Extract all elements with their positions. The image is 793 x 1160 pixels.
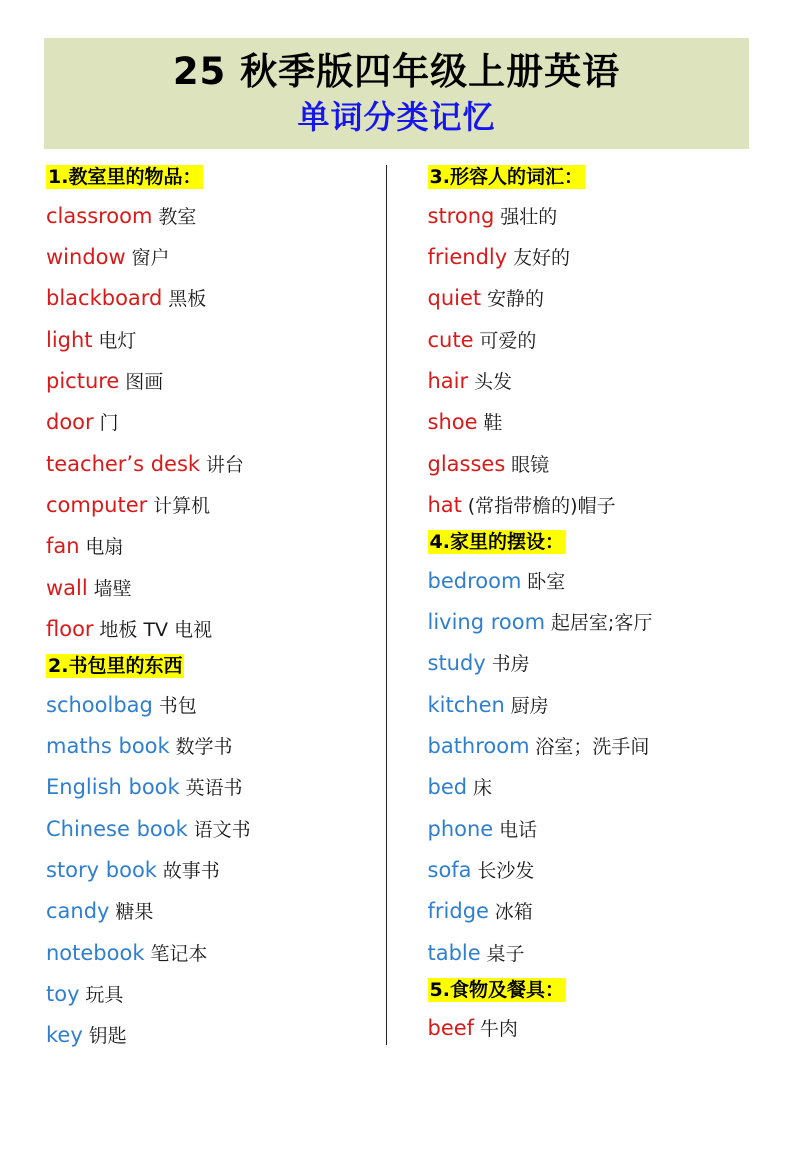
english-word: blackboard	[46, 286, 163, 311]
chinese-meaning: 语文书	[193, 818, 251, 841]
chinese-meaning: 教室	[158, 205, 197, 228]
chinese-meaning: 头发	[474, 371, 513, 394]
vocabulary-entry	[428, 685, 754, 726]
page-title-line2: 单词分类记忆	[297, 98, 496, 137]
chinese-meaning: 电话	[499, 818, 538, 841]
content-columns	[0, 161, 793, 1056]
chinese-meaning: 窗户	[131, 247, 170, 270]
vocabulary-entry	[428, 485, 754, 526]
vocabulary-entry	[46, 974, 382, 1015]
chinese-meaning: 牛肉	[479, 1018, 518, 1041]
chinese-meaning: 安静的	[486, 288, 544, 311]
vocabulary-entry	[428, 933, 754, 974]
english-word: friendly	[427, 245, 508, 270]
category-heading	[428, 528, 754, 557]
english-word: bedroom	[427, 568, 522, 593]
english-word: classroom	[46, 203, 153, 228]
vocabulary-entry	[428, 850, 754, 891]
category-heading	[46, 652, 382, 681]
chinese-meaning: 友好的	[513, 247, 571, 270]
chinese-meaning: 墙壁	[93, 577, 132, 600]
english-word: picture	[46, 369, 120, 394]
chinese-meaning: 笔记本	[150, 942, 208, 965]
english-word: candy	[46, 899, 110, 924]
right-column	[400, 161, 754, 1056]
english-word: fan	[46, 534, 80, 559]
chinese-meaning: (常指带檐的)帽子	[467, 495, 616, 518]
english-word: key	[46, 1023, 83, 1048]
chinese-meaning: 浴室；洗手间	[535, 736, 650, 759]
vocabulary-entry	[428, 809, 754, 850]
vocabulary-entry	[428, 320, 754, 361]
vocabulary-entry	[428, 602, 754, 643]
english-word: beef	[427, 1016, 475, 1041]
vocabulary-entry	[46, 196, 382, 237]
english-word: bathroom	[427, 734, 530, 759]
vocabulary-entry	[46, 685, 382, 726]
english-word: wall	[46, 575, 88, 600]
chinese-meaning: 书包	[158, 694, 197, 717]
chinese-meaning: 长沙发	[477, 860, 535, 883]
chinese-meaning: 床	[472, 777, 492, 800]
english-word: hat	[427, 493, 462, 518]
english-word: glasses	[427, 451, 506, 476]
english-word: hair	[427, 369, 469, 394]
vocabulary-entry	[46, 1015, 382, 1056]
vocabulary-entry	[46, 726, 382, 767]
vocabulary-entry	[428, 561, 754, 602]
category-heading-text: 1.教室里的物品：	[48, 166, 202, 189]
english-word: phone	[427, 816, 494, 841]
english-word: English book	[46, 775, 180, 800]
vocabulary-entry	[46, 278, 382, 319]
chinese-meaning: 厨房	[510, 694, 549, 717]
english-word: toy	[46, 981, 80, 1006]
english-word: strong	[427, 203, 495, 228]
chinese-meaning: 英语书	[185, 777, 243, 800]
vocabulary-entry	[428, 643, 754, 684]
vocabulary-entry	[46, 891, 382, 932]
chinese-meaning: 强壮的	[500, 205, 558, 228]
english-word: quiet	[427, 286, 482, 311]
worksheet-page	[0, 38, 793, 1160]
vocabulary-entry	[46, 402, 382, 443]
vocabulary-entry	[428, 891, 754, 932]
category-heading-text: 5.食物及餐具：	[429, 978, 564, 1001]
english-word: cute	[427, 327, 474, 352]
category-heading	[46, 163, 382, 192]
vocabulary-entry	[46, 609, 382, 650]
chinese-meaning: 计算机	[153, 495, 211, 518]
english-word: fridge	[427, 899, 489, 924]
chinese-meaning: 电灯	[98, 329, 137, 352]
vocabulary-entry	[428, 1008, 754, 1049]
english-word: floor	[46, 616, 94, 641]
english-word: light	[46, 327, 93, 352]
chinese-meaning: 起居室;客厅	[550, 612, 653, 635]
english-word: window	[46, 245, 126, 270]
vocabulary-entry	[46, 320, 382, 361]
left-column	[46, 161, 400, 1056]
category-heading	[428, 976, 754, 1005]
vocabulary-entry	[428, 237, 754, 278]
vocabulary-entry	[428, 444, 754, 485]
category-heading-text: 3.形容人的词汇：	[429, 166, 583, 189]
category-heading-text: 4.家里的摆设：	[429, 531, 564, 554]
vocabulary-entry	[428, 726, 754, 767]
chinese-meaning: 鞋	[483, 412, 503, 435]
english-word: living room	[427, 610, 546, 635]
chinese-meaning: 眼镜	[511, 453, 550, 476]
english-word: kitchen	[427, 692, 505, 717]
english-word: Chinese book	[46, 816, 188, 841]
english-word: sofa	[427, 858, 472, 883]
vocabulary-entry	[46, 767, 382, 808]
chinese-meaning: 地板 TV 电视	[99, 618, 213, 641]
english-word: teacher’s desk	[46, 451, 201, 476]
vocabulary-entry	[428, 361, 754, 402]
page-header	[44, 38, 749, 149]
english-word: maths book	[46, 734, 170, 759]
chinese-meaning: 电扇	[85, 536, 124, 559]
chinese-meaning: 桌子	[486, 942, 525, 965]
category-heading	[428, 163, 754, 192]
chinese-meaning: 钥匙	[88, 1025, 127, 1048]
english-word: computer	[46, 493, 148, 518]
english-word: story book	[46, 858, 157, 883]
chinese-meaning: 门	[99, 412, 119, 435]
column-divider	[386, 165, 387, 1045]
english-word: shoe	[427, 410, 478, 435]
chinese-meaning: 黑板	[168, 288, 207, 311]
english-word: table	[427, 940, 481, 965]
chinese-meaning: 书房	[491, 653, 530, 676]
vocabulary-entry	[46, 568, 382, 609]
chinese-meaning: 数学书	[175, 736, 233, 759]
chinese-meaning: 故事书	[162, 860, 220, 883]
chinese-meaning: 图画	[125, 371, 164, 394]
chinese-meaning: 冰箱	[494, 901, 533, 924]
vocabulary-entry	[428, 767, 754, 808]
category-heading-text: 2.书包里的东西	[48, 655, 183, 678]
vocabulary-entry	[428, 278, 754, 319]
chinese-meaning: 玩具	[85, 983, 124, 1006]
english-word: bed	[427, 775, 468, 800]
page-title-line1: 25 秋季版四年级上册英语	[172, 50, 621, 93]
vocabulary-entry	[46, 850, 382, 891]
english-word: notebook	[46, 940, 145, 965]
english-word: schoolbag	[46, 692, 153, 717]
chinese-meaning: 糖果	[115, 901, 154, 924]
vocabulary-entry	[46, 237, 382, 278]
english-word: door	[46, 410, 94, 435]
vocabulary-entry	[46, 933, 382, 974]
vocabulary-entry	[46, 526, 382, 567]
chinese-meaning: 卧室	[527, 570, 566, 593]
vocabulary-entry	[46, 361, 382, 402]
chinese-meaning: 讲台	[205, 453, 244, 476]
vocabulary-entry	[46, 809, 382, 850]
chinese-meaning: 可爱的	[479, 329, 537, 352]
vocabulary-entry	[46, 444, 382, 485]
english-word: study	[427, 651, 486, 676]
vocabulary-entry	[428, 402, 754, 443]
vocabulary-entry	[46, 485, 382, 526]
vocabulary-entry	[428, 196, 754, 237]
